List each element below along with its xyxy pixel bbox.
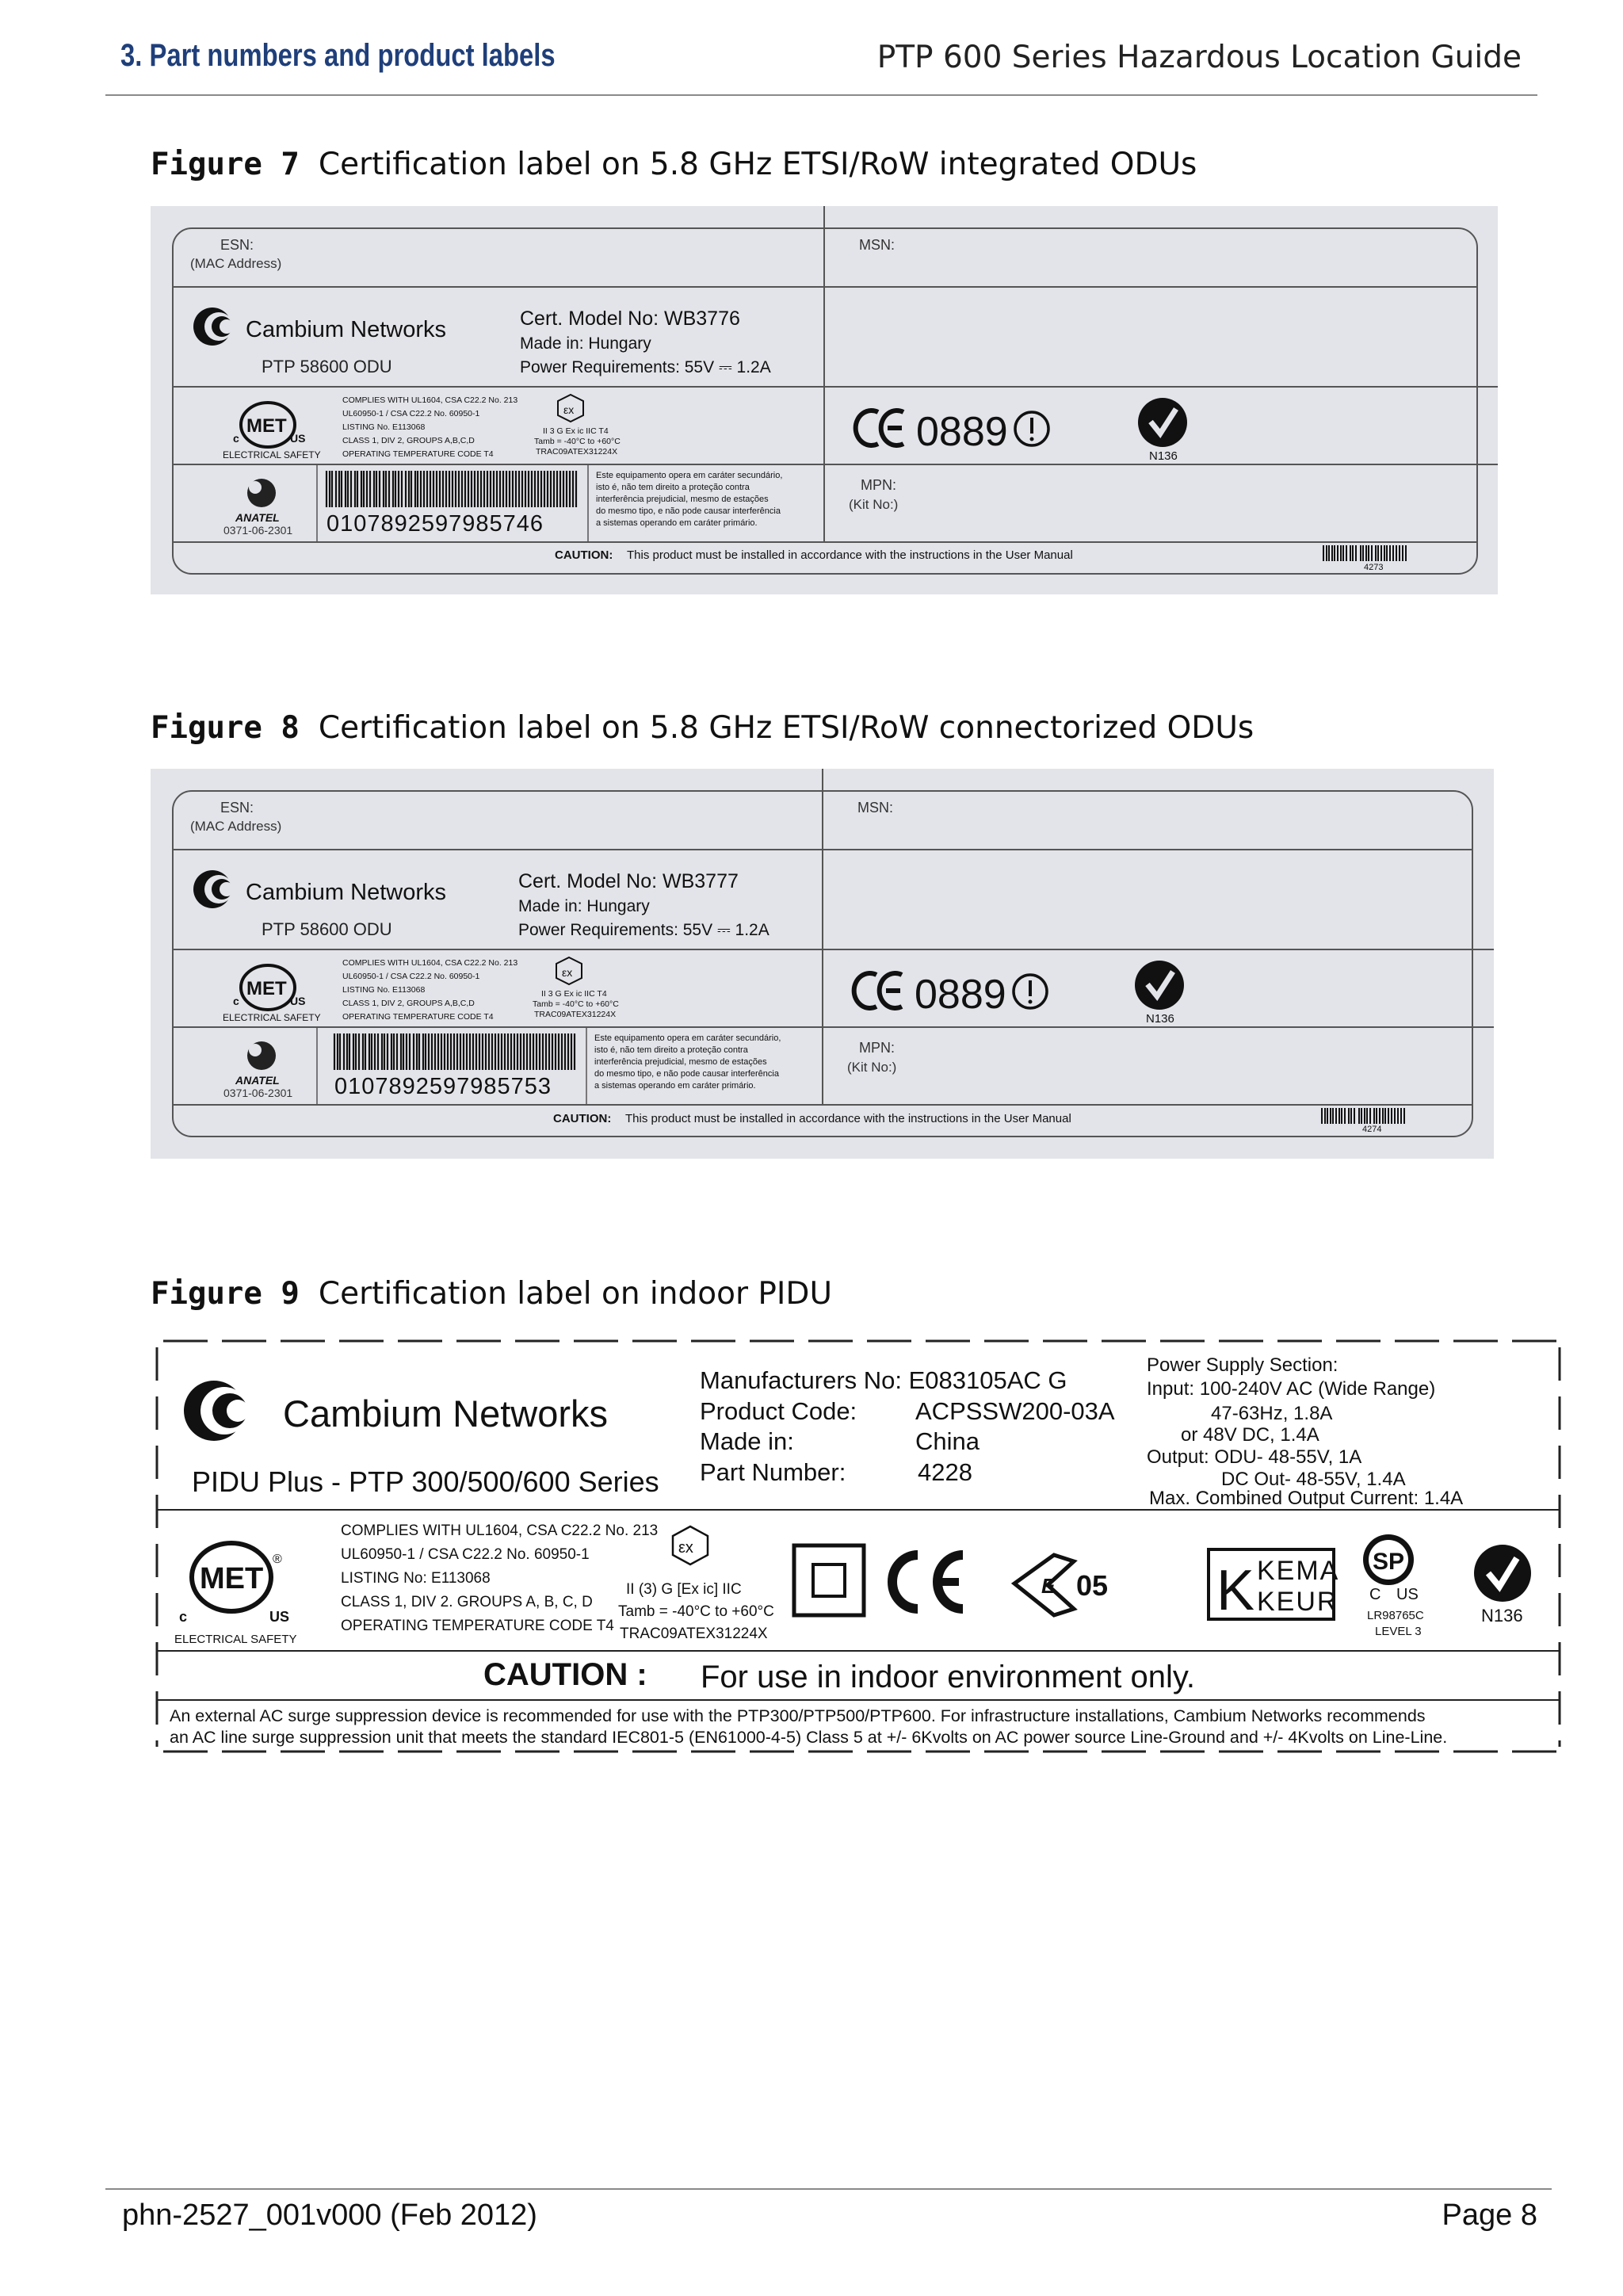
met-line: LISTING No: E113068: [341, 1570, 491, 1587]
caution-text: This product must be installed in accordance with the instructions in the User Manual: [627, 548, 1073, 562]
notified-body-number: 0889: [916, 409, 1008, 455]
met-line: OPERATING TEMPERATURE CODE T4: [342, 449, 494, 459]
document-title: PTP 600 Series Hazardous Location Guide: [876, 40, 1522, 75]
ex-line: TRAC09ATEX31224X: [536, 447, 618, 457]
header-divider: [105, 94, 1537, 96]
enec-number: 05: [1076, 1569, 1109, 1602]
met-line: COMPLIES WITH UL1604, CSA C22.2 No. 213: [342, 395, 518, 405]
caution-label: CAUTION:: [555, 548, 613, 562]
met-line: CLASS 1, DIV 2. GROUPS A, B, C, D: [341, 1594, 593, 1610]
power-line: DC Out- 48-55V, 1.4A: [1221, 1469, 1406, 1490]
csa-logo-icon: [1363, 1534, 1414, 1585]
figure-8-number: Figure 8: [151, 710, 300, 746]
csa-c: C: [1369, 1586, 1381, 1603]
document-id: phn-2527_001v000 (Feb 2012): [122, 2199, 537, 2232]
msn-label: MSN:: [859, 237, 895, 253]
ex-line: Tamb = -40°C to +60°C: [534, 437, 621, 446]
anatel-text: do mesmo tipo, e não pode causar interferência: [594, 1069, 779, 1079]
power-line: or 48V DC, 1.4A: [1181, 1424, 1319, 1446]
electrical-safety: ELECTRICAL SAFETY: [223, 1012, 321, 1023]
power-line: Power Supply Section:: [1147, 1354, 1338, 1376]
ex-line: II 3 G Ex ic IIC T4: [541, 989, 607, 999]
product-code-label: Product Code:: [700, 1397, 857, 1425]
met-c: c: [179, 1609, 188, 1625]
caution-label: CAUTION:: [553, 1112, 612, 1125]
footer-divider: [105, 2188, 1552, 2190]
n136-label: N136: [1481, 1606, 1523, 1626]
figure-9-number: Figure 9: [151, 1276, 300, 1312]
anatel-text: Este equipamento opera em caráter secundário,: [596, 471, 783, 480]
met-line: UL60950-1 / CSA C22.2 No. 60950-1: [342, 972, 480, 981]
met-c: c: [233, 995, 239, 1007]
cert-model: Cert. Model No: WB3776: [520, 308, 740, 330]
ex-line: Tamb = -40°C to +60°C: [533, 999, 619, 1009]
surge-note-line: An external AC surge suppression device is recommended for use with the PTP300/PTP500/PTP600. For infrastructure installations, Cambium Networks recommends: [170, 1706, 1426, 1725]
anatel-text: a sistemas operando em caráter primário.: [594, 1081, 756, 1091]
anatel-text: do mesmo tipo, e não pode causar interferência: [596, 506, 781, 516]
power-line: Input: 100-240V AC (Wide Range): [1147, 1378, 1436, 1400]
anatel-logo-icon: [247, 1041, 276, 1070]
svg-text:εx: εx: [562, 966, 573, 979]
made-in-country: China: [915, 1427, 980, 1455]
met-us: US: [290, 432, 306, 445]
caution-text: This product must be installed in accordance with the instructions in the User Manual: [625, 1112, 1071, 1125]
ex-line: TRAC09ATEX31224X: [620, 1626, 768, 1642]
met-us: US: [290, 995, 306, 1007]
met-line: UL60950-1 / CSA C22.2 No. 60950-1: [341, 1546, 590, 1563]
mpn-label: MPN:: [861, 477, 896, 493]
met-line: LISTING No. E113068: [342, 422, 426, 432]
svg-text:E: E: [1041, 1574, 1056, 1598]
notified-body-number: 0889: [915, 972, 1006, 1018]
figure-7-caption: [151, 147, 1197, 182]
power-line: 47-63Hz, 1.8A: [1211, 1403, 1333, 1424]
met-logo-text: MET: [200, 1562, 264, 1595]
msn-label: MSN:: [857, 800, 893, 816]
anatel-text: Este equipamento opera em caráter secundário,: [594, 1033, 781, 1043]
met-line: CLASS 1, DIV 2, GROUPS A,B,C,D: [342, 436, 475, 445]
svg-text:®: ®: [273, 1553, 282, 1566]
small-code: 4274: [1362, 1125, 1382, 1134]
anatel-code: 0371-06-2301: [223, 1087, 293, 1099]
section-title: 3. Part numbers and product labels: [120, 38, 556, 73]
met-c: c: [233, 432, 239, 445]
svg-text:SP: SP: [1373, 1549, 1405, 1575]
part-number-label: Part Number:: [700, 1458, 846, 1486]
met-line: COMPLIES WITH UL1604, CSA C22.2 No. 213: [341, 1522, 659, 1539]
anatel-logo-icon: [247, 479, 276, 507]
c-tick-icon: [1138, 398, 1187, 447]
surge-note-line: an AC line surge suppression unit that meets the standard IEC801-5 (EN61000-4-5) Class 5 at +/- 6Kvolts on AC power source Line-Ground and +/- 4Kvolts on Line-Line.: [170, 1728, 1448, 1747]
met-line: LISTING No. E113068: [342, 985, 426, 995]
ex-line: II 3 G Ex ic IIC T4: [543, 426, 609, 436]
esn-label: ESN:: [220, 237, 254, 253]
figure-7-number: Figure 7: [151, 147, 300, 182]
kit-label: (Kit No:): [849, 497, 899, 512]
electrical-safety: ELECTRICAL SAFETY: [223, 449, 321, 460]
figure-9-pidu-label: [151, 1331, 1569, 1759]
product-code: ACPSSW200-03A: [915, 1397, 1115, 1425]
ex-line: Tamb = -40°C to +60°C: [618, 1603, 774, 1620]
figure-8-label: [151, 769, 1494, 1159]
met-line: UL60950-1 / CSA C22.2 No. 60950-1: [342, 409, 480, 418]
svg-text:εx: εx: [563, 403, 575, 416]
csa-us: US: [1396, 1586, 1419, 1603]
anatel-name: ANATEL: [235, 1074, 280, 1087]
mpn-label: MPN:: [859, 1040, 895, 1056]
manufacturers-number: Manufacturers No: E083105AC G: [700, 1366, 1067, 1394]
svg-text:εx: εx: [678, 1539, 693, 1557]
keur-text: KEUR: [1257, 1587, 1338, 1617]
met-line: COMPLIES WITH UL1604, CSA C22.2 No. 213: [342, 958, 518, 968]
power-requirements: Power Requirements: 55V ⎓ 1.2A: [518, 921, 769, 939]
met-us: US: [269, 1609, 290, 1625]
anatel-text: isto é, não tem direito a proteção contra: [596, 483, 750, 492]
n136-label: N136: [1146, 1012, 1174, 1026]
anatel-code: 0371-06-2301: [223, 524, 293, 537]
made-in: Made in: Hungary: [520, 334, 651, 353]
made-in-label: Made in:: [700, 1427, 794, 1455]
csa-code: LR98765C: [1367, 1609, 1424, 1622]
brand-name: Cambium Networks: [246, 317, 446, 342]
page-number: Page 8: [1442, 2199, 1537, 2232]
anatel-text: interferência prejudicial, mesmo de estações: [596, 495, 769, 504]
figure-8-caption-text: Certification label on 5.8 GHz ETSI/RoW connectorized ODUs: [318, 710, 1254, 746]
ex-line: II (3) G [Ex ic] IIC: [626, 1581, 742, 1598]
brand-name: Cambium Networks: [283, 1392, 609, 1435]
figure-7-label: [151, 206, 1498, 594]
power-line: Output: ODU- 48-55V, 1A: [1147, 1446, 1362, 1468]
brand-name: Cambium Networks: [246, 880, 446, 905]
electrical-safety: ELECTRICAL SAFETY: [174, 1633, 297, 1646]
cert-model: Cert. Model No: WB3777: [518, 870, 739, 892]
ex-line: TRAC09ATEX31224X: [534, 1010, 617, 1019]
small-code: 4273: [1364, 563, 1384, 572]
product-name: PTP 58600 ODU: [262, 919, 392, 939]
made-in: Made in: Hungary: [518, 897, 650, 915]
met-line: CLASS 1, DIV 2, GROUPS A,B,C,D: [342, 999, 475, 1008]
met-line: OPERATING TEMPERATURE CODE T4: [341, 1618, 614, 1634]
kit-label: (Kit No:): [847, 1060, 897, 1075]
figure-7-caption-text: Certification label on 5.8 GHz ETSI/RoW integrated ODUs: [318, 147, 1197, 182]
mac-label: (MAC Address): [190, 819, 282, 834]
met-line: OPERATING TEMPERATURE CODE T4: [342, 1012, 494, 1022]
svg-text:K: K: [1216, 1559, 1255, 1622]
caution-text: For use in indoor environment only.: [701, 1660, 1196, 1694]
figure-9-caption-text: Certification label on indoor PIDU: [318, 1276, 832, 1312]
barcode-number: 0107892597985753: [334, 1074, 552, 1099]
esn-label: ESN:: [220, 800, 254, 816]
anatel-text: interferência prejudicial, mesmo de estações: [594, 1057, 767, 1067]
product-name: PIDU Plus - PTP 300/500/600 Series: [192, 1465, 659, 1498]
c-tick-icon: [1474, 1545, 1531, 1602]
anatel-name: ANATEL: [235, 511, 280, 524]
c-tick-icon: [1135, 961, 1184, 1010]
part-number: 4228: [918, 1458, 972, 1486]
kema-text: KEMA: [1257, 1556, 1340, 1586]
met-logo-text: MET: [246, 415, 287, 437]
met-logo-text: MET: [246, 978, 287, 999]
n136-label: N136: [1149, 449, 1178, 463]
figure-9-caption: [151, 1276, 832, 1312]
anatel-text: isto é, não tem direito a proteção contra: [594, 1045, 748, 1055]
csa-level: LEVEL 3: [1375, 1625, 1422, 1638]
barcode-number: 0107892597985746: [327, 511, 544, 537]
figure-8-caption: [151, 710, 1254, 746]
power-requirements: Power Requirements: 55V ⎓ 1.2A: [520, 358, 771, 376]
caution-label: CAUTION :: [483, 1657, 647, 1692]
product-name: PTP 58600 ODU: [262, 357, 392, 376]
mac-label: (MAC Address): [190, 256, 282, 271]
power-line: Max. Combined Output Current: 1.4A: [1149, 1488, 1464, 1509]
anatel-text: a sistemas operando em caráter primário.: [596, 518, 758, 528]
